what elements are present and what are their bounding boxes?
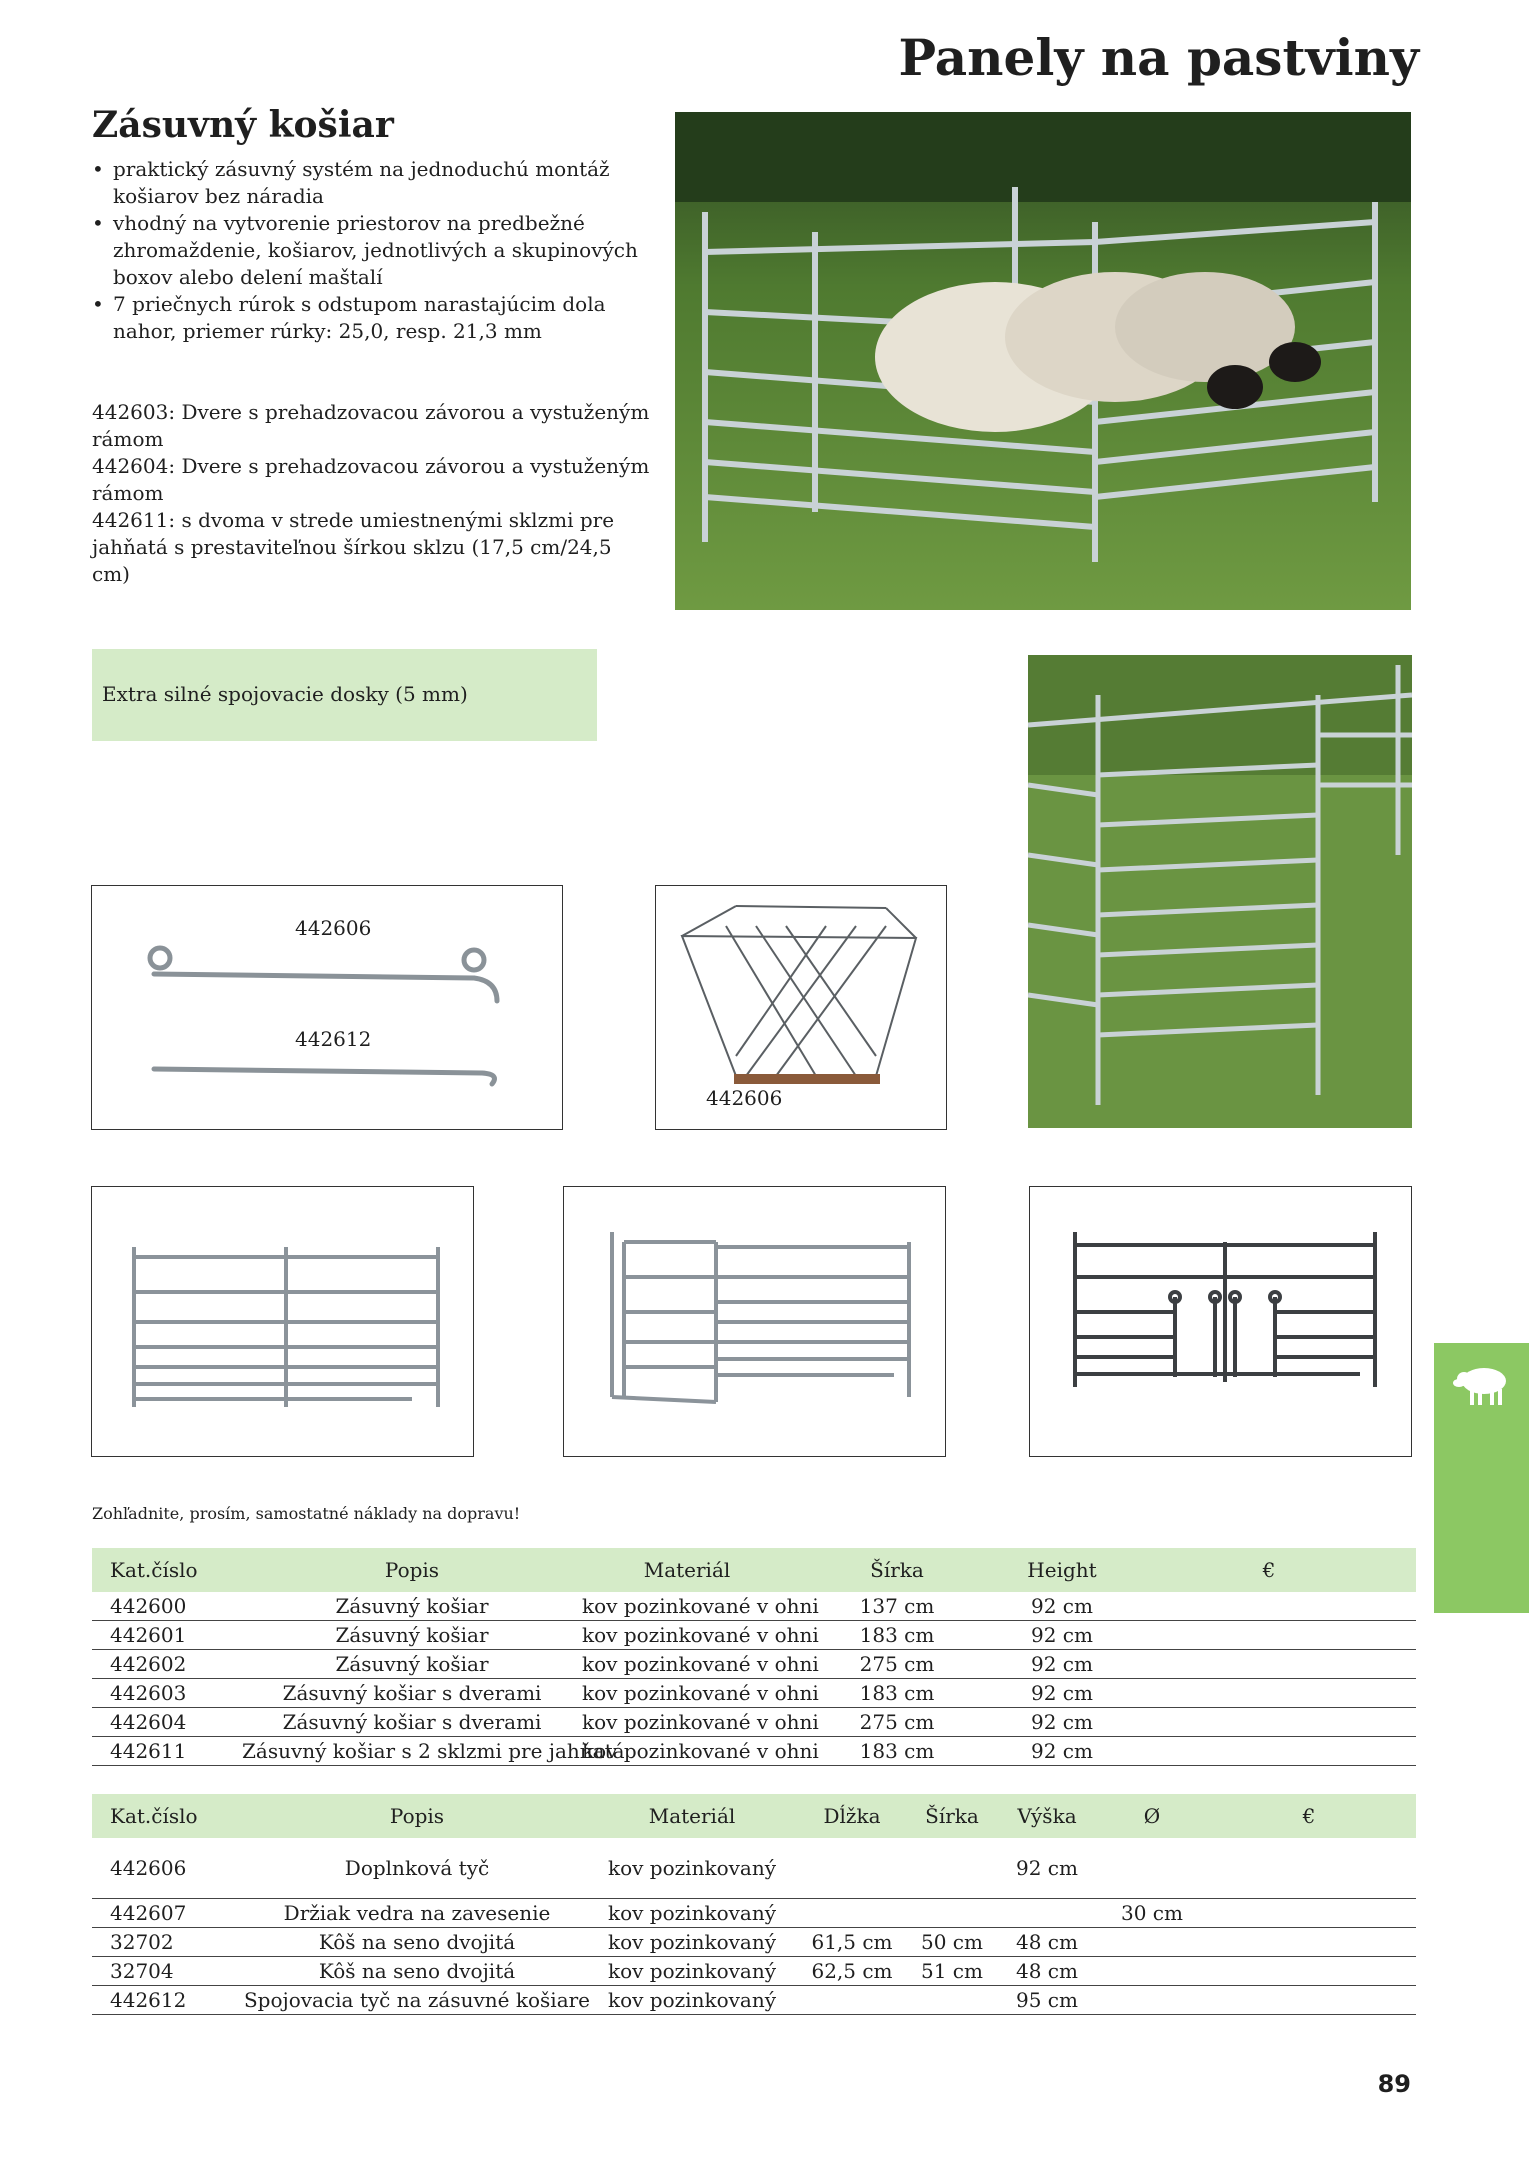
- table-cell: Spojovacia tyč na zásuvné košiare: [242, 1986, 592, 2015]
- table-cell: kov pozinkované v ohni: [582, 1621, 792, 1650]
- table-cell: 442607: [92, 1899, 242, 1928]
- table-cell: [1122, 1592, 1416, 1621]
- table-cell: Držiak vedra na zavesenie: [242, 1899, 592, 1928]
- table-cell: Zásuvný košiar s dverami: [242, 1679, 582, 1708]
- variant-note: 442603: Dvere s prehadzovacou závorou a vystuženým rámom: [92, 400, 650, 451]
- table-cell: 183 cm: [792, 1621, 1002, 1650]
- table-row: [92, 1650, 1416, 1679]
- table-row: [92, 1928, 1416, 1957]
- table-cell: 62,5 cm: [792, 1957, 912, 1986]
- table-cell: 137 cm: [792, 1592, 1002, 1621]
- table-cell: 48 cm: [992, 1957, 1102, 1986]
- table-cell: Zásuvný košiar: [242, 1650, 582, 1679]
- highlight-box: [92, 649, 597, 741]
- table-cell: Zásuvný košiar: [242, 1592, 582, 1621]
- col-header: Materiál: [648, 1804, 736, 1828]
- feature-list: [92, 156, 652, 345]
- table-row: [92, 1708, 1416, 1737]
- col-header: Výška: [1017, 1804, 1077, 1828]
- panel-door-icon: [564, 1187, 945, 1456]
- table-cell: 48 cm: [992, 1928, 1102, 1957]
- table-cell: [1202, 1838, 1416, 1899]
- hay-rack-box: [655, 885, 947, 1130]
- panel-drawing-door: [563, 1186, 946, 1457]
- col-header: €: [1302, 1804, 1316, 1828]
- pen-gate-photo: [1028, 655, 1412, 1128]
- sheep-icon: [1450, 1361, 1514, 1409]
- table-cell: [1102, 1986, 1202, 2015]
- table-row: [92, 1986, 1416, 2015]
- col-header: Materiál: [643, 1558, 731, 1582]
- table-cell: kov pozinkované v ohni: [582, 1679, 792, 1708]
- col-header: Šírka: [870, 1558, 924, 1582]
- table-cell: 442612: [92, 1986, 242, 2015]
- accessory-table: [92, 1794, 1416, 2015]
- table-cell: kov pozinkovaný: [592, 1838, 792, 1899]
- table-cell: 61,5 cm: [792, 1928, 912, 1957]
- table-cell: kov pozinkované v ohni: [582, 1592, 792, 1621]
- col-header: Popis: [389, 1804, 445, 1828]
- table-header-row: [92, 1548, 1416, 1592]
- table-cell: [912, 1986, 992, 2015]
- category-tab: [1434, 1343, 1529, 1613]
- table-cell: [1122, 1737, 1416, 1766]
- table-cell: kov pozinkovaný: [592, 1957, 792, 1986]
- feature-item: • vhodný na vytvorenie priestorov na predbežné zhromaždenie, košiarov, jednotlivých a skupinových boxov alebo delení maštalí: [92, 210, 652, 291]
- table-cell: kov pozinkované v ohni: [582, 1737, 792, 1766]
- table-cell: 442600: [92, 1592, 242, 1621]
- variant-note: 442604: Dvere s prehadzovacou závorou a vystuženým rámom: [92, 454, 650, 505]
- table-cell: 442611: [92, 1737, 242, 1766]
- table-cell: 183 cm: [792, 1737, 1002, 1766]
- table-cell: kov pozinkovaný: [592, 1928, 792, 1957]
- col-header: Šírka: [925, 1804, 979, 1828]
- table-cell: Kôš na seno dvojitá: [242, 1928, 592, 1957]
- table-cell: [912, 1838, 992, 1899]
- table-cell: [1102, 1928, 1202, 1957]
- feature-item: • praktický zásuvný systém na jednoduchú montáž košiarov bez náradia: [92, 156, 652, 210]
- table-cell: [1202, 1986, 1416, 2015]
- table-cell: Kôš na seno dvojitá: [242, 1957, 592, 1986]
- table-cell: Zásuvný košiar s 2 sklzmi pre jahňatá: [242, 1737, 582, 1766]
- table-cell: [792, 1838, 912, 1899]
- table-cell: 442606: [92, 1838, 242, 1899]
- table-cell: 275 cm: [792, 1650, 1002, 1679]
- table-cell: 32702: [92, 1928, 242, 1957]
- table-row: [92, 1899, 1416, 1928]
- col-header: Popis: [384, 1558, 440, 1582]
- table-cell: kov pozinkovaný: [592, 1899, 792, 1928]
- col-header: Kat.číslo: [110, 1804, 198, 1828]
- hay-rack-icon: [656, 886, 946, 1129]
- table-cell: 275 cm: [792, 1708, 1002, 1737]
- table-cell: [792, 1986, 912, 2015]
- sheep-pen-photo: [675, 112, 1411, 610]
- page-number: 89: [1377, 2070, 1411, 2098]
- rod-label: 442612: [295, 1027, 372, 1051]
- table-cell: 442603: [92, 1679, 242, 1708]
- table-cell: [1102, 1957, 1202, 1986]
- panel-drawing-plain: [91, 1186, 474, 1457]
- product-title: Zásuvný košiar: [92, 104, 394, 146]
- table-cell: [1122, 1708, 1416, 1737]
- product-table: [92, 1548, 1416, 1766]
- table-row: [92, 1737, 1416, 1766]
- table-cell: 92 cm: [1002, 1679, 1122, 1708]
- table-cell: 92 cm: [1002, 1737, 1122, 1766]
- table-cell: [1202, 1928, 1416, 1957]
- table-cell: Doplnková tyč: [242, 1838, 592, 1899]
- table-cell: [1122, 1679, 1416, 1708]
- table-cell: [792, 1899, 912, 1928]
- col-header: Height: [1027, 1558, 1097, 1582]
- col-header: €: [1262, 1558, 1276, 1582]
- col-header: Kat.číslo: [110, 1558, 198, 1582]
- table-row: [92, 1621, 1416, 1650]
- table-cell: [992, 1899, 1102, 1928]
- table-cell: 50 cm: [912, 1928, 992, 1957]
- panel-lamb-icon: [1030, 1187, 1411, 1456]
- table-cell: 92 cm: [992, 1838, 1102, 1899]
- table-cell: 442601: [92, 1621, 242, 1650]
- connecting-rod-icon: [92, 886, 562, 1129]
- col-header: Ø: [1143, 1804, 1161, 1828]
- shipping-note: Zohľadnite, prosím, samostatné náklady na dopravu!: [92, 1504, 521, 1523]
- table-cell: 92 cm: [1002, 1650, 1122, 1679]
- panel-drawing-lamb-slides: [1029, 1186, 1412, 1457]
- table-cell: 92 cm: [1002, 1621, 1122, 1650]
- variant-notes: [92, 399, 652, 588]
- col-header: Dĺžka: [823, 1804, 881, 1828]
- table-cell: [1202, 1899, 1416, 1928]
- table-cell: 92 cm: [1002, 1708, 1122, 1737]
- table-cell: kov pozinkované v ohni: [582, 1708, 792, 1737]
- table-cell: 183 cm: [792, 1679, 1002, 1708]
- table-cell: 92 cm: [1002, 1592, 1122, 1621]
- table-cell: 32704: [92, 1957, 242, 1986]
- rod-label: 442606: [295, 916, 372, 940]
- table-cell: 51 cm: [912, 1957, 992, 1986]
- table-row: [92, 1679, 1416, 1708]
- table-cell: [1122, 1621, 1416, 1650]
- page-title: Panely na pastviny: [898, 28, 1419, 87]
- table-cell: 442602: [92, 1650, 242, 1679]
- table-cell: kov pozinkované v ohni: [582, 1650, 792, 1679]
- feature-item: • 7 priečnych rúrok s odstupom narastajúcim dola nahor, priemer rúrky: 25,0, resp. 21,3 mm: [92, 291, 652, 345]
- table-row: [92, 1838, 1416, 1899]
- table-cell: [1102, 1838, 1202, 1899]
- table-cell: kov pozinkovaný: [592, 1986, 792, 2015]
- table-row: [92, 1592, 1416, 1621]
- table-cell: [912, 1899, 992, 1928]
- table-cell: [1202, 1957, 1416, 1986]
- panel-icon: [92, 1187, 473, 1456]
- table-cell: Zásuvný košiar s dverami: [242, 1708, 582, 1737]
- table-cell: 95 cm: [992, 1986, 1102, 2015]
- table-cell: 442604: [92, 1708, 242, 1737]
- table-row: [92, 1957, 1416, 1986]
- rack-label: 442606: [706, 1086, 783, 1110]
- highlight-text: Extra silné spojovacie dosky (5 mm): [102, 682, 468, 706]
- table-cell: 30 cm: [1102, 1899, 1202, 1928]
- table-cell: Zásuvný košiar: [242, 1621, 582, 1650]
- table-cell: [1122, 1650, 1416, 1679]
- variant-note: 442611: s dvoma v strede umiestnenými sklzmi pre jahňatá s prestaviteľnou šírkou sklzu (17,5 cm/24,5 cm): [92, 508, 615, 586]
- rods-box: [91, 885, 563, 1130]
- table-header-row: [92, 1794, 1416, 1838]
